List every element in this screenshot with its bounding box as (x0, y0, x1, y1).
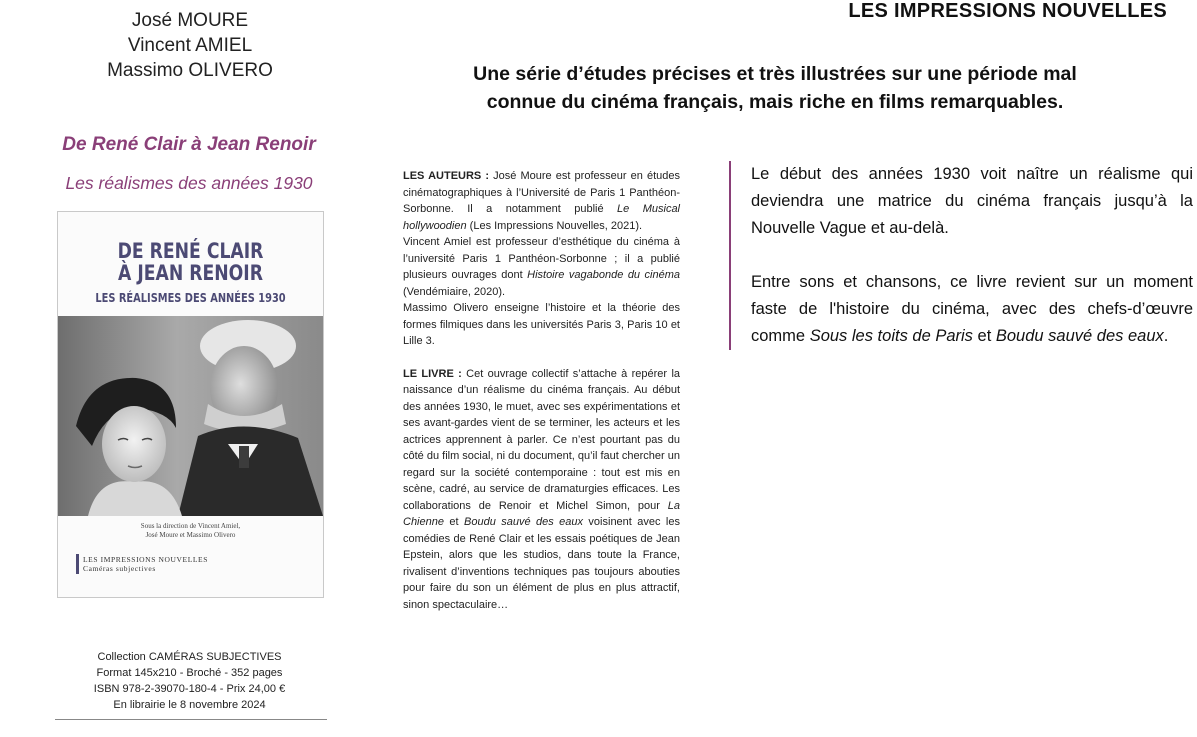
meta-collection: Collection CAMÉRAS SUBJECTIVES (97, 651, 282, 663)
cover-title-line: À JEAN RENOIR (118, 261, 263, 285)
cover-direction (58, 522, 323, 540)
meta-isbn: ISBN 978-2-39070-180-4 - Prix 24,00 € (93, 683, 286, 695)
text: José Moure est professeur en études cinématographiques à l’Université de Paris 1 Panthéon-Sorbonne. Il a notamment publié (403, 170, 680, 215)
author-name: Vincent AMIEL (127, 35, 253, 56)
cover-title (82, 240, 299, 284)
headline-line: connue du cinéma français, mais riche en films remarquables. (486, 91, 1064, 113)
meta-format: Format 145x210 - Broché - 352 pages (96, 667, 283, 679)
meta-release: En librairie le 8 novembre 2024 (113, 699, 266, 711)
authors-paragraph: Massimo Olivero enseigne l’histoire et la théorie des formes filmiques dans les universités Paris 3, Paris 10 et Lille 3. (403, 302, 680, 347)
text: Entre sons et chansons, ce livre revient sur un moment faste de l'histoire du cinéma, avec des chefs-d’œuvre comme (751, 273, 1193, 345)
text: voisinent avec les comédies de René Clair et les essais poétiques de Jean Epstein, alors que les studios, dans toute la France, rivalisent d’inventions techniques pas toujours abouties pour faire du son un élément de plus en plus attractif, sinon spectaculaire… (403, 516, 680, 611)
text: Vincent Amiel est professeur d’esthétique du cinéma à l’université Paris 1 Panthéon-Sorbonne ; il a publié plusieurs ouvrages dont (403, 236, 680, 281)
film-title: Boudu sauvé des eaux (995, 327, 1164, 345)
author-name: Massimo OLIVERO (107, 60, 273, 81)
film-still-image (58, 316, 323, 516)
authors-paragraph (403, 168, 680, 234)
cover-title-line: DE RENÉ CLAIR (117, 239, 264, 263)
book-subtitle: Les réalismes des années 1930 (65, 173, 313, 193)
text: (Vendémiaire, 2020). (403, 285, 506, 298)
authors-list (60, 8, 320, 83)
cover-subtitle: LES RÉALISMES DES ANNÉES 1930 (95, 291, 286, 305)
film-title: La Chienne (403, 499, 680, 528)
book-title: De René Clair à Jean Renoir (62, 134, 316, 155)
text: (Les Impressions Nouvelles, 2021). (466, 219, 643, 232)
pitch-paragraph: Le début des années 1930 voit naître un réalisme qui deviendra une matrice du cinéma français jusqu’à la Nouvelle Vague et au-delà. (751, 165, 1193, 237)
book-cover (57, 211, 324, 598)
headline-line: Une série d’études précises et très illustrées sur une période mal (473, 63, 1077, 85)
text: . (1163, 327, 1169, 345)
text: Cet ouvrage collectif s’attache à repérer la naissance d’un réalisme du cinéma français. Au début des années 1930, le muet, avec ses expérimentations et ses avant-gardes vient de se terminer, les acteurs et les actrices apprennent à parler. Ce n’est pourtant pas du côté du film social, ni du document, qu’il faut chercher un regard sur la société contemporaine : tout est mis en scène, cadré, au service de dramaturgies efficaces. Les collaborations de Renoir et Michel Simon, pour (403, 367, 681, 512)
section-label: LES AUTEURS : (403, 170, 490, 182)
author-name: José MOURE (131, 10, 249, 31)
cover-photo (58, 316, 323, 516)
text: et (443, 516, 464, 528)
divider (55, 719, 327, 720)
pitch-paragraph (751, 269, 1193, 350)
authors-paragraph (403, 234, 680, 300)
book-reference: Histoire vagabonde du cinéma (527, 269, 680, 281)
pitch-column (729, 161, 1193, 350)
cover-direction-line: José Moure et Massimo Olivero (145, 531, 236, 539)
section-label: LE LIVRE : (403, 367, 462, 380)
logo-line: Caméras subjectives (83, 564, 156, 573)
description-column (403, 168, 680, 613)
film-title: Boudu sauvé des eaux (464, 516, 584, 528)
publisher-name: LES IMPRESSIONS NOUVELLES (848, 0, 1167, 22)
logo-bar-icon (76, 554, 79, 574)
book-reference: Le Musical hollywoodien (403, 203, 681, 232)
logo-text (83, 555, 208, 573)
book-meta (57, 649, 322, 713)
logo-line: LES IMPRESSIONS NOUVELLES (83, 555, 209, 564)
publisher-logo (76, 554, 208, 574)
book-paragraph (403, 366, 680, 614)
headline (395, 60, 1155, 116)
film-title: Sous les toits de Paris (809, 327, 973, 345)
text: et (972, 327, 996, 345)
cover-direction-line: Sous la direction de Vincent Amiel, (140, 522, 241, 530)
